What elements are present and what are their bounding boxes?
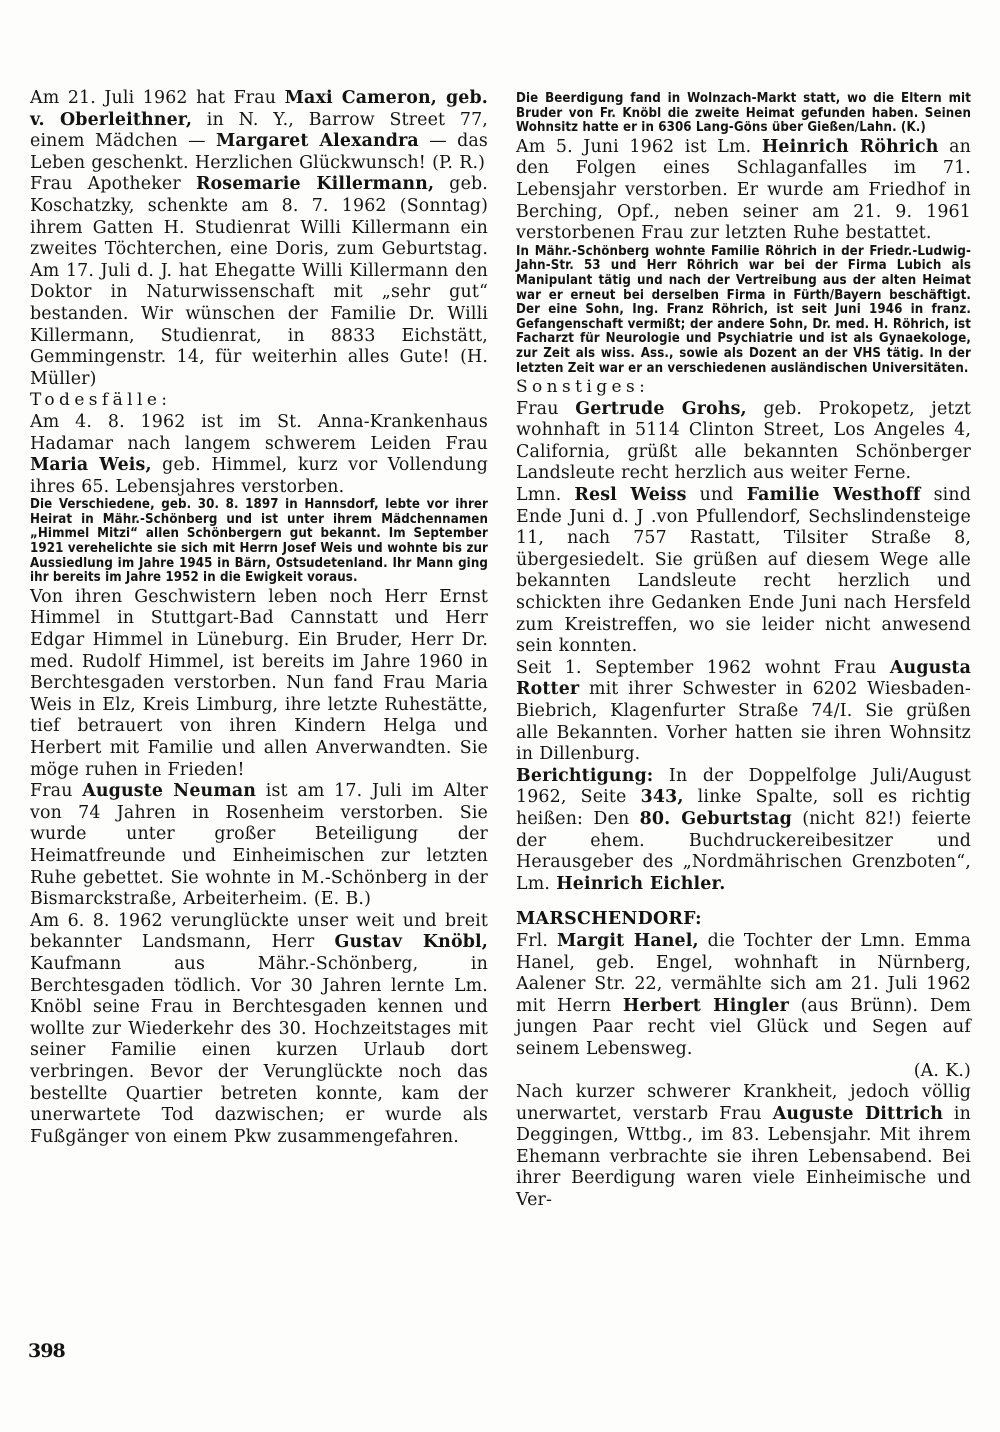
text: Frau [30, 781, 83, 802]
text: in Deggingen, Wttbg., im 83. Lebensjahr. Mit ihrem Ehemann verbrachte sie ihren Lebensabend. Bei ihrer Beerdigung waren viele Einheimische und Ver- [516, 1103, 971, 1211]
notice-hanel-wedding [516, 931, 971, 1061]
notice-correction [516, 766, 971, 896]
name-maria-weis: Maria Weis, [30, 455, 152, 476]
section-heading-marschendorf: MARSCHENDORF: [516, 909, 702, 930]
name-heinrich-roehrich: Heinrich Röhrich [761, 136, 939, 157]
text: — das Leben geschenkt. Herzlichen Glückwunsch! (P. R.) [30, 131, 488, 173]
text: sind Ende Juni d. J .von Pfullendorf, Sechslindensteige 11, nach 757 Rastatt, Tilsiter Straße 8, übergesiedelt. Sie grüßen auf diesem Wege alle bekannten Landsleute recht herzlich und schickten ihre Gedanken Ende Juni nach Hersfeld zum Kreistreffen, wo sie leider nicht anwesend sein konnten. [516, 485, 972, 657]
name-margaret-alexandra: Margaret Alexandra [216, 131, 419, 152]
text: Am 21. Juli 1962 hat Frau [30, 88, 285, 108]
name-resl-weiss: Resl Weiss [574, 485, 687, 506]
section-heading-sonstiges: Sonstiges: [516, 377, 650, 398]
name-margit-hanel: Margit Hanel, [556, 930, 699, 951]
obituary-knoebl-note: Die Beerdigung fand in Wolnzach-Markt statt, wo die Eltern mit Bruder von Fr. Knöbl die zweite Heimat gefunden haben. Seinen Wohnsitz hatte er in 6306 Lang-Göns über Gießen/Lahn. (K.) [516, 91, 971, 136]
text: Am 5. Juni 1962 ist Lm. [516, 136, 762, 157]
text: (aus Brünn). Dem jungen Paar recht viel Glück und Segen auf seinem Lebensweg. [516, 995, 971, 1059]
name-auguste-dittrich: Auguste Dittrich [772, 1103, 943, 1124]
name-auguste-neuman: Auguste Neuman [82, 781, 257, 802]
obituary-neuman [30, 781, 488, 911]
text: Frau [516, 398, 576, 419]
name-gertrude-grohs: Gertrude Grohs, [575, 398, 747, 419]
notice-grohs [516, 399, 971, 485]
name-herbert-hingler: Herbert Hingler [622, 995, 789, 1016]
text: ist am 17. Juli im Alter von 74 Jahren in Rosenheim verstorben. Sie wurde unter großer Beteiligung der Heimatfreunde und Einheimischen zur letzten Ruhe gebettet. Sie wohnte in M.-Schönberg in der Bismarckstraße, Arbeiterheim. (E. B.) [30, 781, 488, 910]
name-maxi-cameron: Maxi Cameron, geb. v. Oberleithner, [30, 88, 488, 130]
birth-announcement-killermann [30, 174, 488, 390]
text: geb. Himmel, kurz vor Vollendung ihres 65. Lebensjahres verstorben. [30, 455, 488, 497]
name-augusta-rotter: Augusta Rotter [516, 657, 971, 700]
text: Nach kurzer schwerer Krankheit, jedoch völlig unerwartet, verstarb Frau [516, 1082, 971, 1124]
page-ref: 343, [640, 787, 684, 808]
text: und [686, 485, 747, 506]
obituary-weis-continued: Von ihren Geschwistern leben noch Herr Ernst Himmel in Stuttgart-Bad Cannstatt und Herr Edgar Himmel in Lüneburg. Ein Bruder, Herr Dr. med. Rudolf Himmel, ist bereits im Jahre 1960 in Berchtesgaden verstorben. Nun fand Frau Maria Weis in Elz, Kreis Limburg, ihre letzte Ruhestätte, tief betrauert von ihren Kindern Helga und Herbert mit Familie und allen Anverwandten. Sie möge ruhen in Frieden! [30, 586, 488, 780]
text: an den Folgen eines Schlaganfalles im 71. Lebensjahr verstorben. Er wurde am Friedhof in Berching, Opf., neben seiner am 21. 9. 1961 verstorbenen Frau zur letzten Ruhe bestattet. [516, 136, 971, 244]
text: Kaufmann aus Mähr.-Schönberg, in Berchtesgaden tödlich. Vor 30 Jahren lernte Lm. Knöbl seine Frau in Berchtesgaden kennen und wollte zur Wiederkehr des 30. Hochzeitstages mit seiner Familie einen kurzen Urlaub dort verbringen. Bevor der Verunglückte noch das bestellte Quartier betreten konnte, kam der unerwartete Tod dazwischen; er wurde als Fußgänger von einem Pkw zusammengefahren. [30, 953, 488, 1147]
label-berichtigung: Berichtigung: [516, 765, 654, 786]
text: linke Spalte, soll es richtig heißen: Den [516, 787, 971, 829]
birthday-ref: 80. Geburtstag [639, 808, 792, 829]
notice-rotter [516, 658, 971, 766]
text: geb. Koschatzky, schenkte am 8. 7. 1962 (Sonntag) ihrem Gatten H. Studienrat Willi Killermann ein zweites Töchterchen, eine Doris, zum Geburtstag. Am 17. Juli d. J. hat Ehegatte Willi Killermann den Doktor in Naturwissenschaft mit „sehr gut“ bestanden. Wir wünschen der Familie Dr. Willi Killermann, Studienrat, in 8833 Eichstätt, Gemmingenstr. 14, für weiterhin alles Gute! (H. Müller) [30, 174, 488, 389]
text: In der Doppelfolge Juli/August 1962, Seite [516, 765, 971, 808]
notice-weiss-westhoff [516, 485, 971, 658]
obituary-roehrich-note: In Mähr.-Schönberg wohnte Familie Röhrich in der Friedr.-Ludwig-Jahn-Str. 53 und Herr Röhrich war bei der Firma Lubich als Manipulant tätig und nach der Vertreibung aus der alten Heimat war er erneut bei derselben Firma in Fürth/Bayern beschäftigt. Der eine Sohn, Ing. Franz Röhrich, ist seit Juni 1946 in franz. Gefangenschaft vermißt; der andere Sohn, Dr. med. H. Röhrich, ist Facharzt für Neurologie und Psychiatrie und ist als Gynaekologe, zur Zeit als wiss. Ass., sowie als Dozent an der VHS tätig. In der letzten Zeit war er an verschiedenen ausländischen Universitäten. [516, 243, 971, 376]
text: geb. Prokopetz, jetzt wohnhaft in 5114 Clinton Street, Los Angeles 4, California, grüßt alle bekannten Schönberger Landsleute recht herzlich aus weiter Ferne. [516, 398, 971, 484]
right-column [516, 92, 971, 1212]
obituary-weis [30, 412, 488, 498]
name-heinrich-eichler: Heinrich Eichler. [556, 873, 726, 894]
name-gustav-knoebl: Gustav Knöbl, [334, 932, 488, 953]
text: Lmn. [516, 485, 575, 506]
obituary-dittrich [516, 1082, 971, 1212]
signature-ak: (A. K.) [913, 1060, 971, 1081]
text: Am 4. 8. 1962 ist im St. Anna-Krankenhaus Hadamar nach langem schwerem Leiden Frau [30, 411, 488, 454]
text: Seit 1. September 1962 wohnt Frau [516, 657, 890, 678]
text: in N. Y., Barrow Street 77, einem Mädchen — [30, 109, 488, 152]
left-column [30, 88, 488, 1148]
text: (nicht 82!) feierte der ehem. Buchdruckereibesitzer und Herausgeber des „Nordmährischen Grenzboten“, Lm. [516, 808, 972, 894]
name-rosemarie-killermann: Rosemarie Killermann, [195, 174, 435, 195]
section-heading-todesfaelle: Todesfälle: [30, 390, 172, 411]
birth-announcement-cameron [30, 88, 488, 174]
obituary-knoebl [30, 911, 488, 1149]
text: Frl. [516, 930, 557, 951]
obituary-roehrich [516, 137, 971, 245]
text: die Tochter der Lmn. Emma Hanel, geb. Engel, wohnhaft in Nürnberg, Aalener Str. 22, vermählte sich am 21. Juli 1962 mit Herrn [516, 930, 972, 1016]
name-familie-westhoff: Familie Westhoff [746, 485, 921, 506]
text: mit ihrer Schwester in 6202 Wiesbaden-Biebrich, Klagenfurter Straße 74/I. Sie grüßen alle Bekannten. Vorher hatten sie ihren Wohnsitz in Dillenburg. [516, 679, 971, 765]
text: Frau Apotheker [30, 174, 196, 195]
page-number: 398 [28, 1340, 65, 1362]
text: Am 6. 8. 1962 verunglückte unser weit und breit bekannter Landsmann, Herr [30, 910, 488, 953]
obituary-weis-note: Die Verschiedene, geb. 30. 8. 1897 in Hannsdorf, lebte vor ihrer Heirat in Mähr.-Schönberg und ist unter ihrem Mädchennamen „Himmel Mitzi“ allen Schönbergern gut bekannt. Im September 1921 verehelichte sie sich mit Herrn Josef Weis und wohnte bis zur Aussiedlung im Jahre 1945 in Bärn, Ostsudetenland. Ihr Mann ging ihr bereits im Jahre 1952 in die Ewigkeit voraus. [30, 497, 488, 586]
